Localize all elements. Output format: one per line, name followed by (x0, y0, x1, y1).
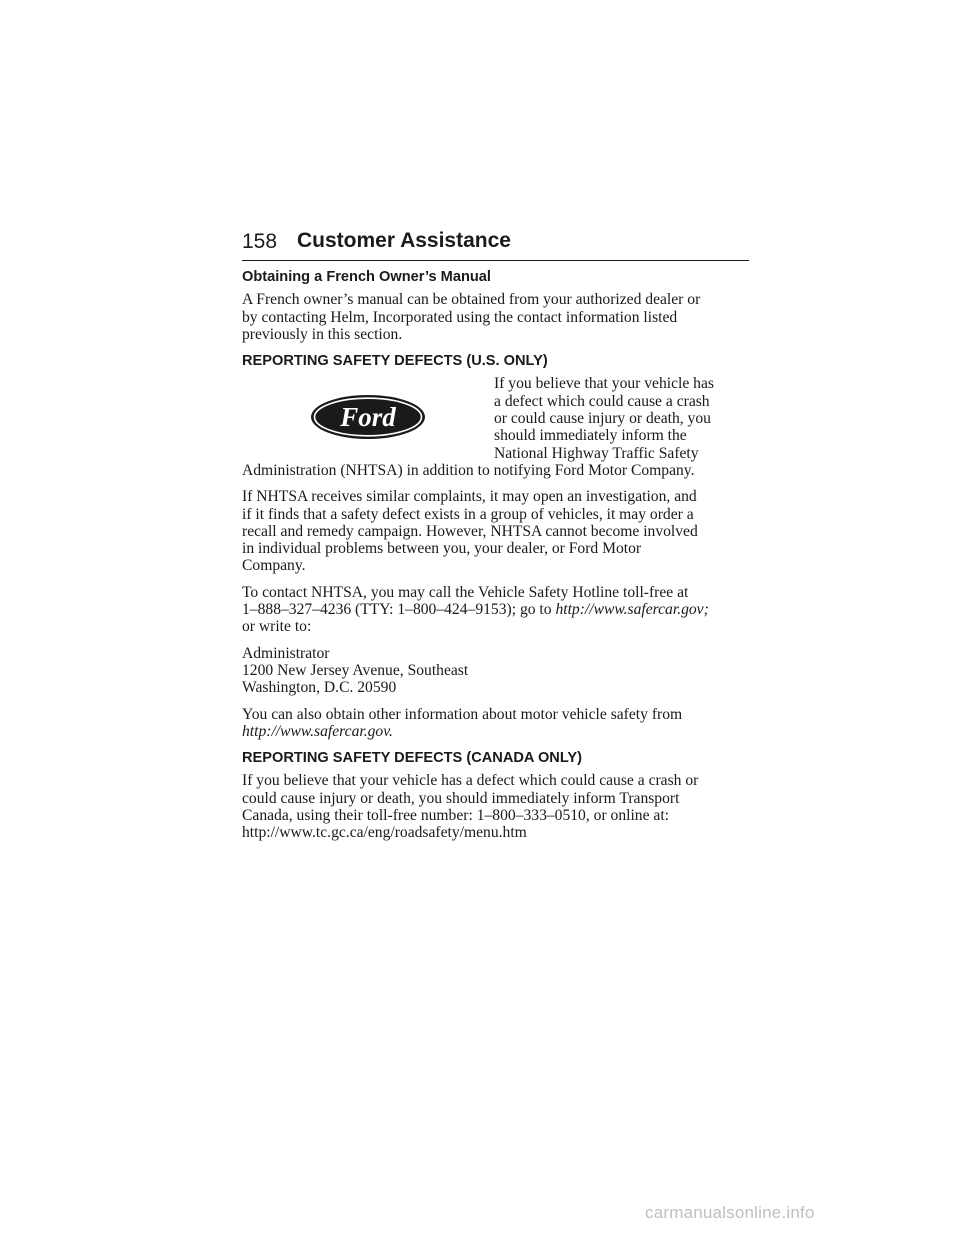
canada-defects-paragraph (242, 772, 752, 841)
text-line: should immediately inform the (494, 427, 687, 445)
page-header (242, 228, 749, 261)
text-line: Administration (NHTSA) in addition to notifying Ford Motor Company. (242, 461, 695, 479)
text-line: a defect which could cause a crash (494, 392, 710, 410)
nhtsa-address (242, 645, 752, 697)
text-line: by contacting Helm, Incorporated using the contact information listed (242, 308, 678, 326)
canada-defects-heading: REPORTING SAFETY DEFECTS (CANADA ONLY) (242, 750, 583, 767)
transport-canada-url: http://www.tc.gc.ca/eng/roadsafety/menu.htm (242, 824, 527, 842)
text-line: in individual problems between you, your dealer, or Ford Motor (242, 540, 642, 558)
text-line: if it finds that a safety defect exists in a group of vehicles, it may order a (242, 505, 694, 523)
safercar-link[interactable]: http://www.safercar.gov; (555, 601, 709, 619)
address-line: Washington, D.C. 20590 (242, 679, 397, 697)
section-title: Customer Assistance (297, 229, 511, 252)
text-line: National Highway Traffic Safety (494, 444, 699, 462)
text-line: or write to: (242, 618, 312, 636)
ford-oval-icon (309, 393, 427, 441)
french-manual-paragraph (242, 291, 752, 343)
ford-logo (242, 375, 494, 459)
ford-logo-script: Ford (340, 402, 396, 433)
text-line: If you believe that your vehicle has a defect which could cause a crash or (242, 772, 699, 790)
watermark: carmanualsonline.info (645, 1203, 815, 1222)
text-line: Canada, using their toll-free number: 1–800–333–0510, or online at: (242, 807, 670, 825)
us-defects-heading: REPORTING SAFETY DEFECTS (U.S. ONLY) (242, 353, 548, 370)
page-content (242, 269, 752, 851)
text-line: If you believe that your vehicle has (494, 375, 714, 393)
us-defects-investigation (242, 488, 752, 574)
french-manual-heading: Obtaining a French Owner’s Manual (242, 269, 491, 285)
page-number: 158 (242, 230, 278, 253)
text-line: If NHTSA receives similar complaints, it may open an investigation, and (242, 488, 697, 506)
text-line: could cause injury or death, you should immediately inform Transport (242, 789, 680, 807)
text-line: Company. (242, 557, 306, 575)
text-line: previously in this section. (242, 325, 403, 343)
text-line: A French owner’s manual can be obtained from your authorized dealer or (242, 291, 701, 309)
us-defects-contact (242, 584, 752, 636)
safercar-info-link[interactable]: http://www.safercar.gov. (242, 722, 393, 740)
text-line: recall and remedy campaign. However, NHTSA cannot become involved (242, 522, 698, 540)
text-line (242, 601, 752, 618)
text-line: To contact NHTSA, you may call the Vehicle Safety Hotline toll-free at (242, 583, 689, 601)
us-defects-other-info (242, 706, 752, 741)
address-line: Administrator (242, 644, 330, 662)
address-line: 1200 New Jersey Avenue, Southeast (242, 661, 469, 679)
text-line: or could cause injury or death, you (494, 410, 711, 428)
contact-phone-text: 1–888–327–4236 (TTY: 1–800–424–9153); go to (242, 601, 556, 619)
text-line: You can also obtain other information about motor vehicle safety from (242, 705, 683, 723)
